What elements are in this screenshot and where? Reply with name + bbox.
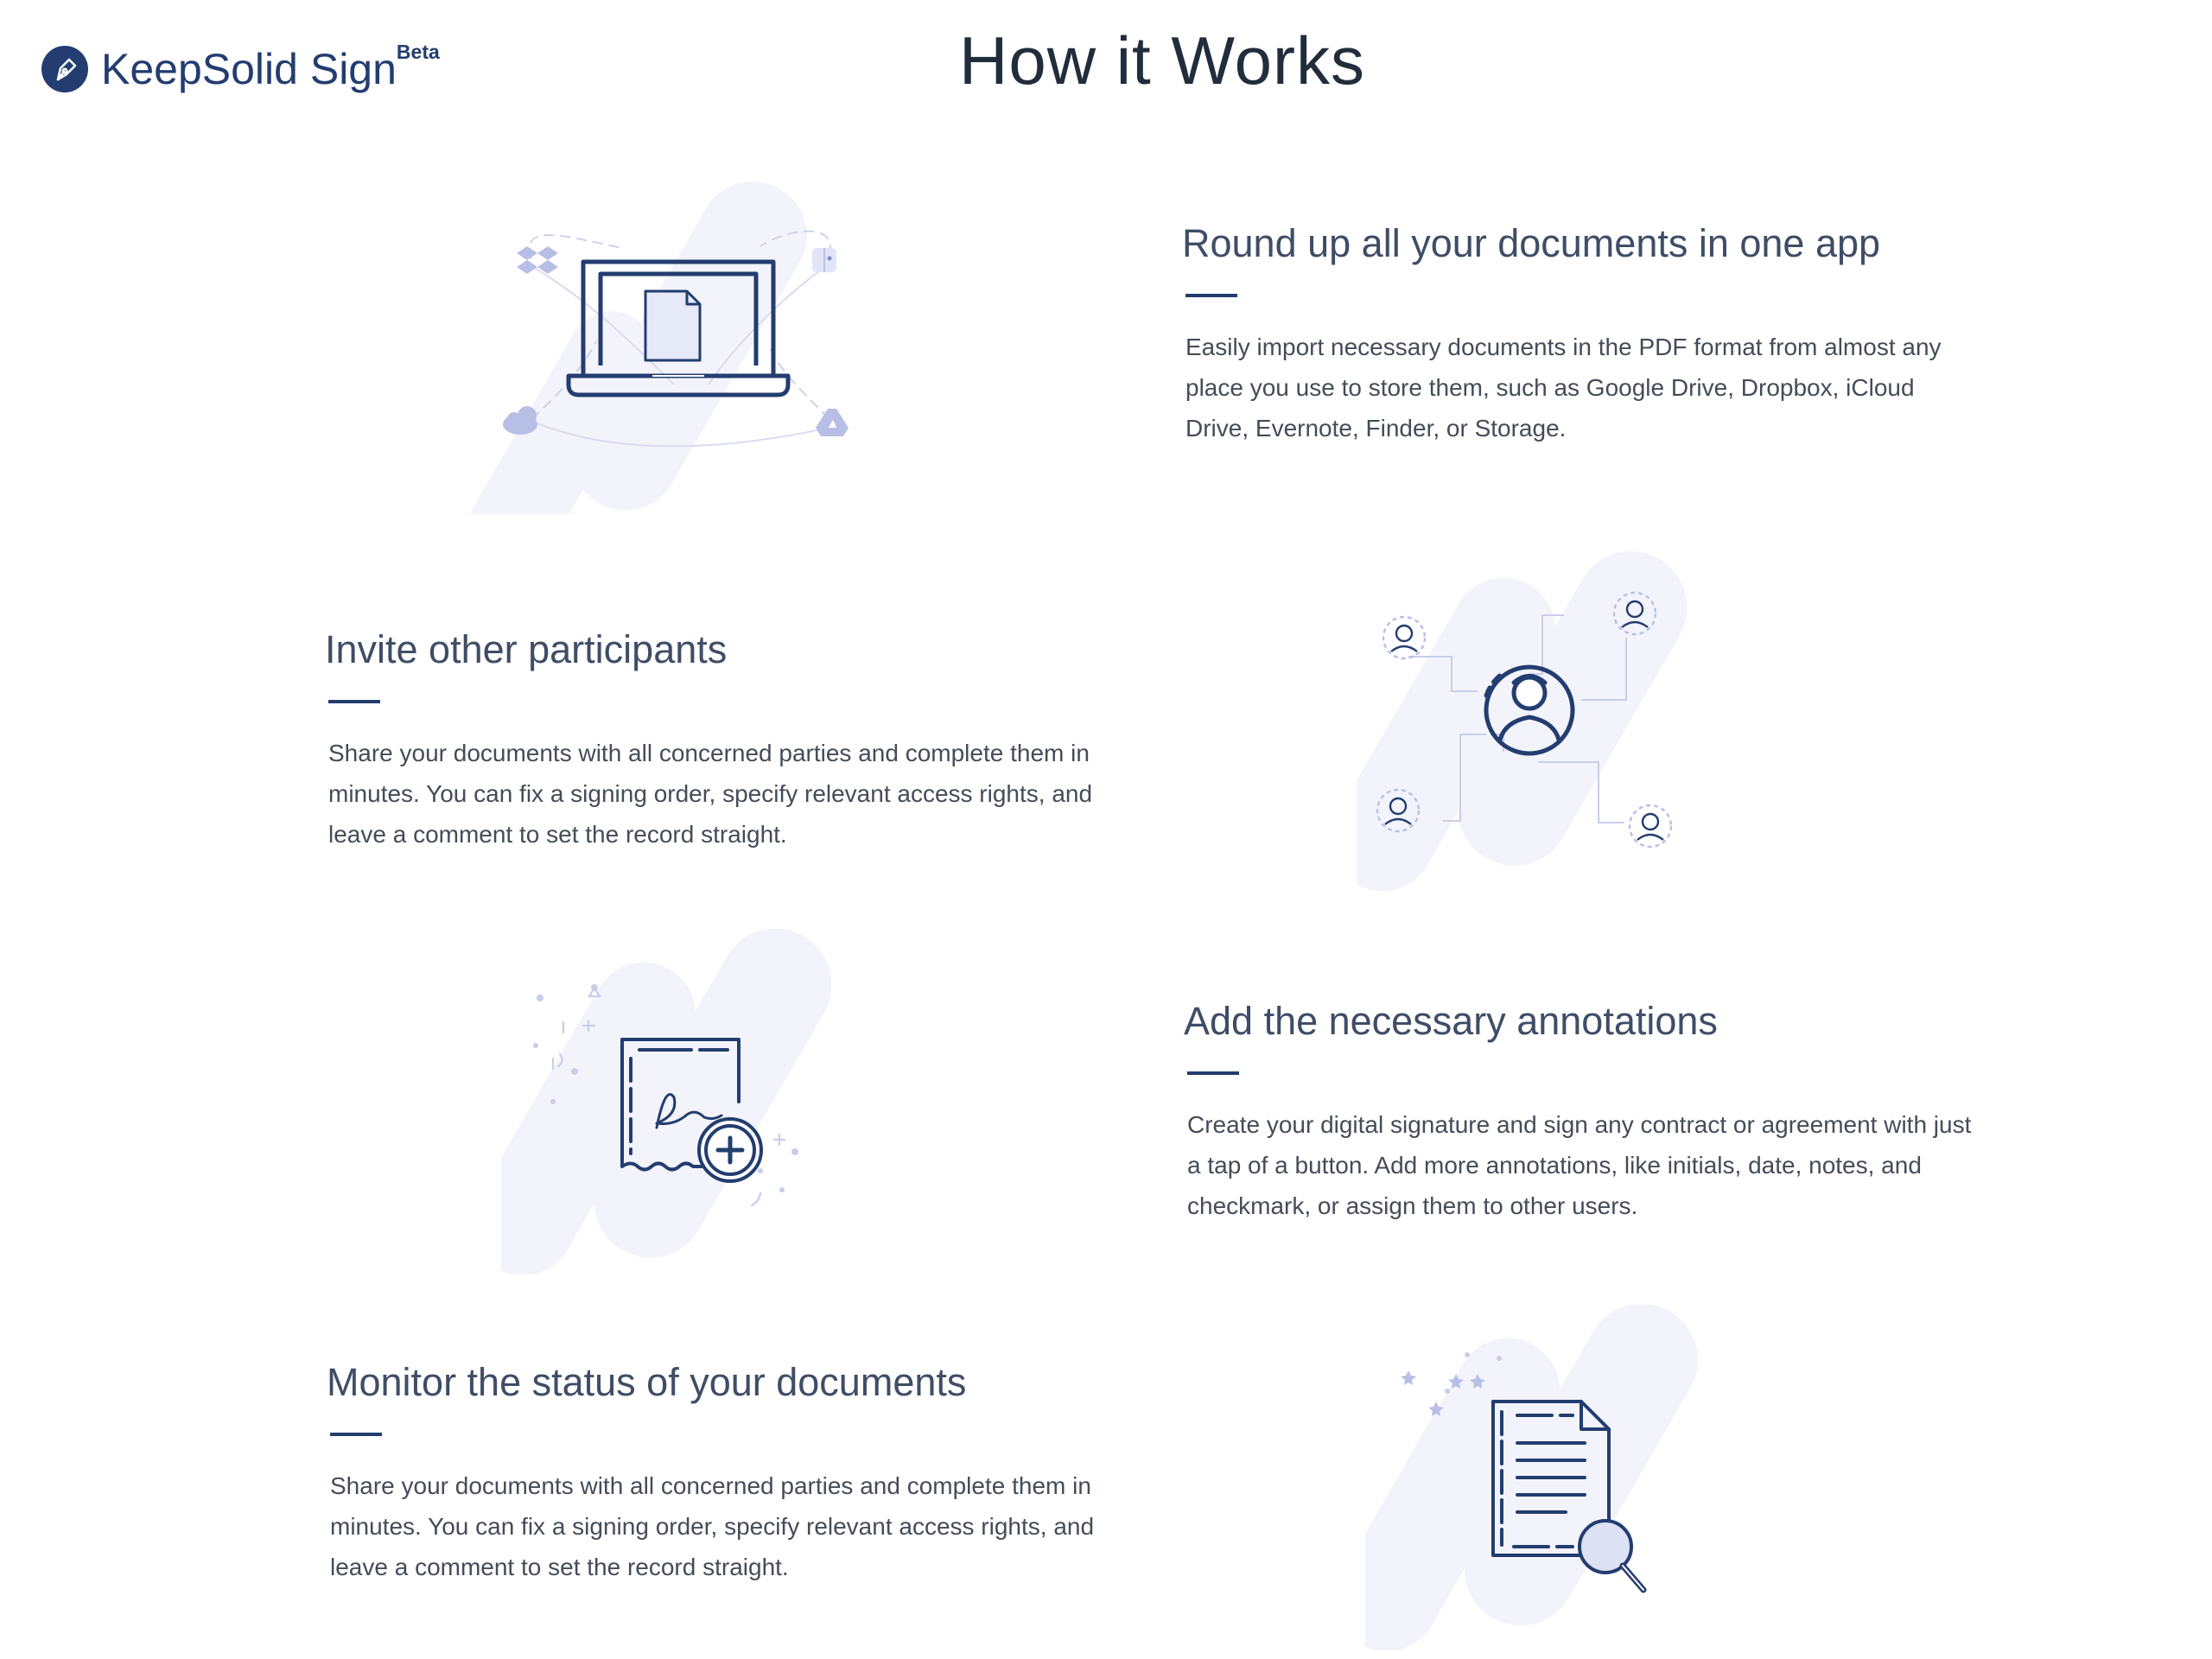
participant-avatar-icon xyxy=(1630,805,1671,847)
plus-circle-icon xyxy=(699,1119,761,1181)
feature-description: Share your documents with all concerned parties and complete them in minutes. You can fix a signing order, specify relevant access rights, and leave a comment to set the record straight. xyxy=(328,740,1093,848)
finder-icon xyxy=(812,248,836,272)
google-drive-icon xyxy=(816,409,849,436)
document-icon xyxy=(645,291,700,360)
feature-heading: Add the necessary annotations xyxy=(1184,999,1718,1043)
page-title: How it Works xyxy=(959,22,1365,99)
participants-network-icon xyxy=(1357,544,1719,907)
signature-add-icon xyxy=(501,929,847,1274)
feature-heading: Monitor the status of your documents xyxy=(327,1360,967,1404)
feature-monitor xyxy=(327,1357,1139,1587)
participant-avatar-icon xyxy=(1383,617,1425,658)
heading-divider xyxy=(330,1433,382,1436)
feature-import xyxy=(1182,218,1994,448)
document-search-icon xyxy=(1365,1305,1719,1650)
magnifier-icon xyxy=(1580,1521,1643,1590)
laptop-document-icon xyxy=(467,168,916,514)
feature-description: Easily import necessary documents in the PDF format from almost any place you use to store them, such as Google Drive, Dropbox, iCloud Drive, Evernote, Finder, or Storage. xyxy=(1185,334,1942,442)
feature-heading: Invite other participants xyxy=(325,627,728,671)
beta-badge: Beta xyxy=(396,41,440,63)
feature-annotations xyxy=(1184,995,1996,1226)
brand-name: KeepSolid Sign xyxy=(101,45,397,93)
heading-divider xyxy=(328,700,380,703)
feature-description: Share your documents with all concerned parties and complete them in minutes. You can fix a signing order, specify relevant access rights, and leave a comment to set the record straight. xyxy=(330,1472,1095,1580)
illustration-background-blob xyxy=(1357,544,1707,907)
feature-invite xyxy=(325,624,1137,855)
icloud-icon xyxy=(503,406,537,435)
feature-description: Create your digital signature and sign any contract or agreement with just a tap of a button. Add more annotations, like initials, date, notes, and checkmark, or assign them to other users. xyxy=(1187,1111,1972,1219)
heading-divider xyxy=(1185,294,1237,297)
feature-heading: Round up all your documents in one app xyxy=(1182,221,1881,265)
heading-divider xyxy=(1187,1071,1239,1075)
